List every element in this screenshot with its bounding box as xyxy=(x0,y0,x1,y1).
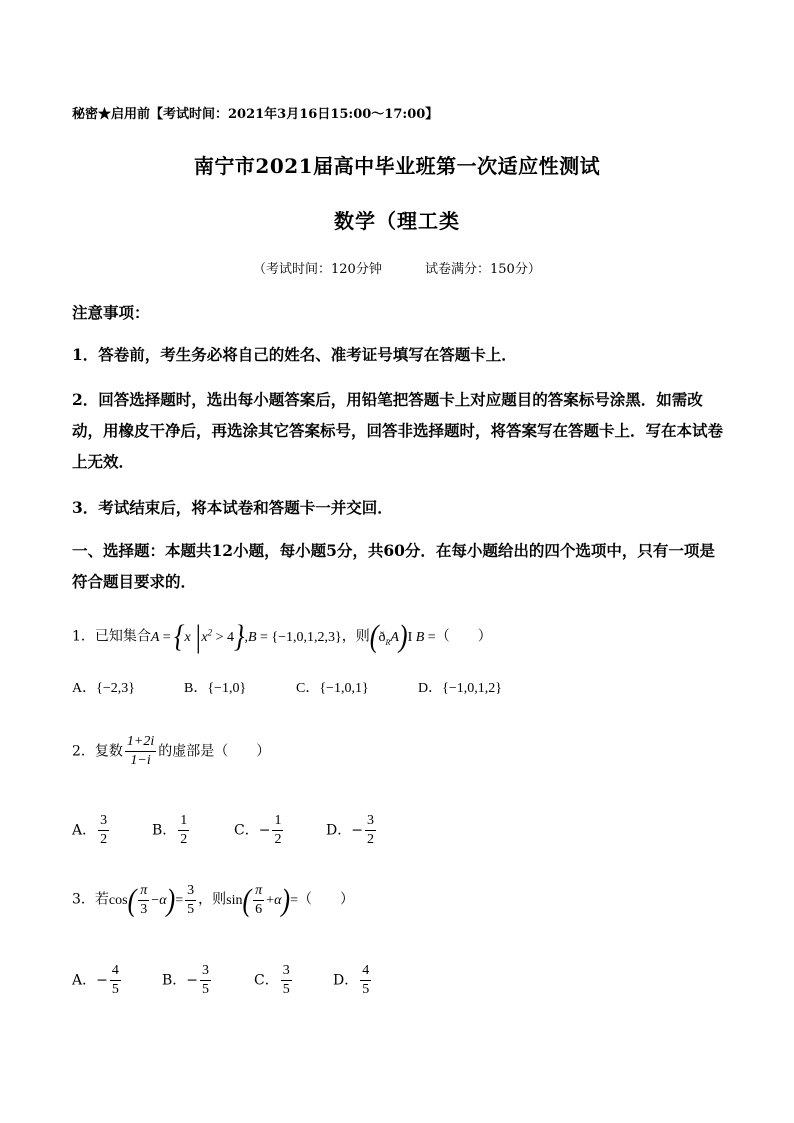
question-3 xyxy=(72,882,354,919)
q3-option-a-frac xyxy=(110,962,121,999)
q2-option-d-label: D． xyxy=(326,822,352,839)
q2-option-a-label: A． xyxy=(72,822,97,839)
q3-option-c xyxy=(254,962,294,999)
q2-prefix: 2．复数 xyxy=(72,743,123,760)
section-heading: 一、选择题：本题共12小题，每小题5分，共60分．在每小题给出的四个选项中，只有一项是符合题目要求的． xyxy=(72,541,715,591)
q2-option-c-frac xyxy=(272,812,283,849)
q2-frac-num: 1+2i xyxy=(125,733,156,752)
q1-option-d: D．{−1,0,1,2} xyxy=(418,681,502,696)
exam-time: （考试时间：120分钟 xyxy=(253,262,382,277)
q3-suffix: （ ） xyxy=(298,891,354,908)
confidential-header: 秘密★启用前【考试时间：2021年3月16日15:00～17:00】 xyxy=(72,107,439,122)
q3-option-d-num: 4 xyxy=(360,962,371,981)
q2-option-a-frac xyxy=(98,812,109,849)
q2-option-c-num: 1 xyxy=(272,812,283,831)
q3-option-c-num: 3 xyxy=(281,962,292,981)
q3-option-c-label: C． xyxy=(254,972,279,989)
q1-option-c: C．{−1,0,1} xyxy=(296,681,369,696)
q2-frac-den: 1−i xyxy=(130,753,151,768)
q3-option-b xyxy=(162,962,213,999)
q2-option-c-label: C． xyxy=(234,822,259,839)
q1-option-b: B．{−1,0} xyxy=(184,681,247,696)
q3-option-c-den: 5 xyxy=(282,982,290,997)
q1-set-a-formula: A = {x $|x^2 > 4\},B = \{-1,0,1,2,3\}$ xyxy=(150,619,342,655)
q2-option-c-den: 2 xyxy=(274,832,282,847)
exam-subtitle: 数学（理工类 xyxy=(334,209,460,233)
note-item-3: 3．考试结束后，将本试卷和答题卡一并交回． xyxy=(72,498,393,517)
q2-option-a-num: 3 xyxy=(98,812,109,831)
q2-option-b-label: B． xyxy=(152,822,177,839)
q3-middle: ，则 xyxy=(198,891,227,908)
q2-suffix: 的虚部是（ ） xyxy=(158,743,271,760)
q3-option-b-num: 3 xyxy=(200,962,211,981)
q2-option-c xyxy=(234,812,285,849)
q3-option-b-frac xyxy=(200,962,211,999)
q3-option-a-label: A． xyxy=(72,972,97,989)
q2-option-b-den: 2 xyxy=(180,832,188,847)
q3-option-b-sign: − xyxy=(186,972,199,989)
note-item-2: 2．回答选择题时，选出每小题答案后，用铅笔把答题卡上对应题目的答案标号涂黑．如需改动，用橡皮干净后，再选涂其它答案标号，回答非选择题时，将答案写在答题卡上．写在本试卷上无效． xyxy=(72,390,724,471)
q2-option-d-num: 3 xyxy=(365,812,376,831)
q3-cos-formula: cos( $\frac{\pi}{3}$ −α)= $\frac{3}{5}$ xyxy=(108,882,195,918)
q2-option-d xyxy=(326,812,378,849)
q1-prefix: 1．已知集合 xyxy=(72,628,151,645)
q3-option-d-frac xyxy=(360,962,371,999)
q3-option-a xyxy=(72,962,123,999)
exam-title: 南宁市2021届高中毕业班第一次适应性测试 xyxy=(193,154,601,178)
question-1 xyxy=(72,618,492,656)
q3-prefix: 3．若 xyxy=(72,891,109,908)
q2-option-d-frac xyxy=(365,812,376,849)
q2-option-b xyxy=(152,812,191,849)
q3-sin-formula: sin( $\frac{\pi}{6}$ +α)= xyxy=(226,882,298,918)
notes-heading: 注意事项： xyxy=(72,303,150,322)
q3-option-d-label: D． xyxy=(333,972,359,989)
q3-option-b-den: 5 xyxy=(202,982,210,997)
q3-option-d xyxy=(333,962,373,999)
exam-score: 试卷满分：150分） xyxy=(425,262,541,277)
q2-option-b-frac xyxy=(178,812,189,849)
q3-option-c-frac xyxy=(281,962,292,999)
q2-option-d-den: 2 xyxy=(366,832,374,847)
q3-option-a-den: 5 xyxy=(111,982,119,997)
note-item-1: 1．答卷前，考生务必将自己的姓名、准考证号填写在答题卡上． xyxy=(72,345,517,364)
q3-option-a-sign: − xyxy=(96,972,108,989)
q2-option-c-sign: − xyxy=(258,822,271,839)
q3-option-a-num: 4 xyxy=(110,962,121,981)
q1-option-a: A．{−2,3} xyxy=(72,681,135,696)
q1-middle: ，则 xyxy=(341,628,370,645)
q2-option-a xyxy=(72,812,111,849)
q2-option-d-sign: − xyxy=(351,822,363,839)
q3-option-b-label: B． xyxy=(162,972,187,989)
q1-suffix: （ ） xyxy=(435,628,492,645)
question-2 xyxy=(72,733,270,770)
q2-option-a-den: 2 xyxy=(100,832,108,847)
q3-option-d-den: 5 xyxy=(362,982,370,997)
q1-complement-formula: $(ð_RA)I$ B = xyxy=(369,619,436,655)
q2-fraction xyxy=(125,733,156,770)
q2-option-b-num: 1 xyxy=(178,812,189,831)
